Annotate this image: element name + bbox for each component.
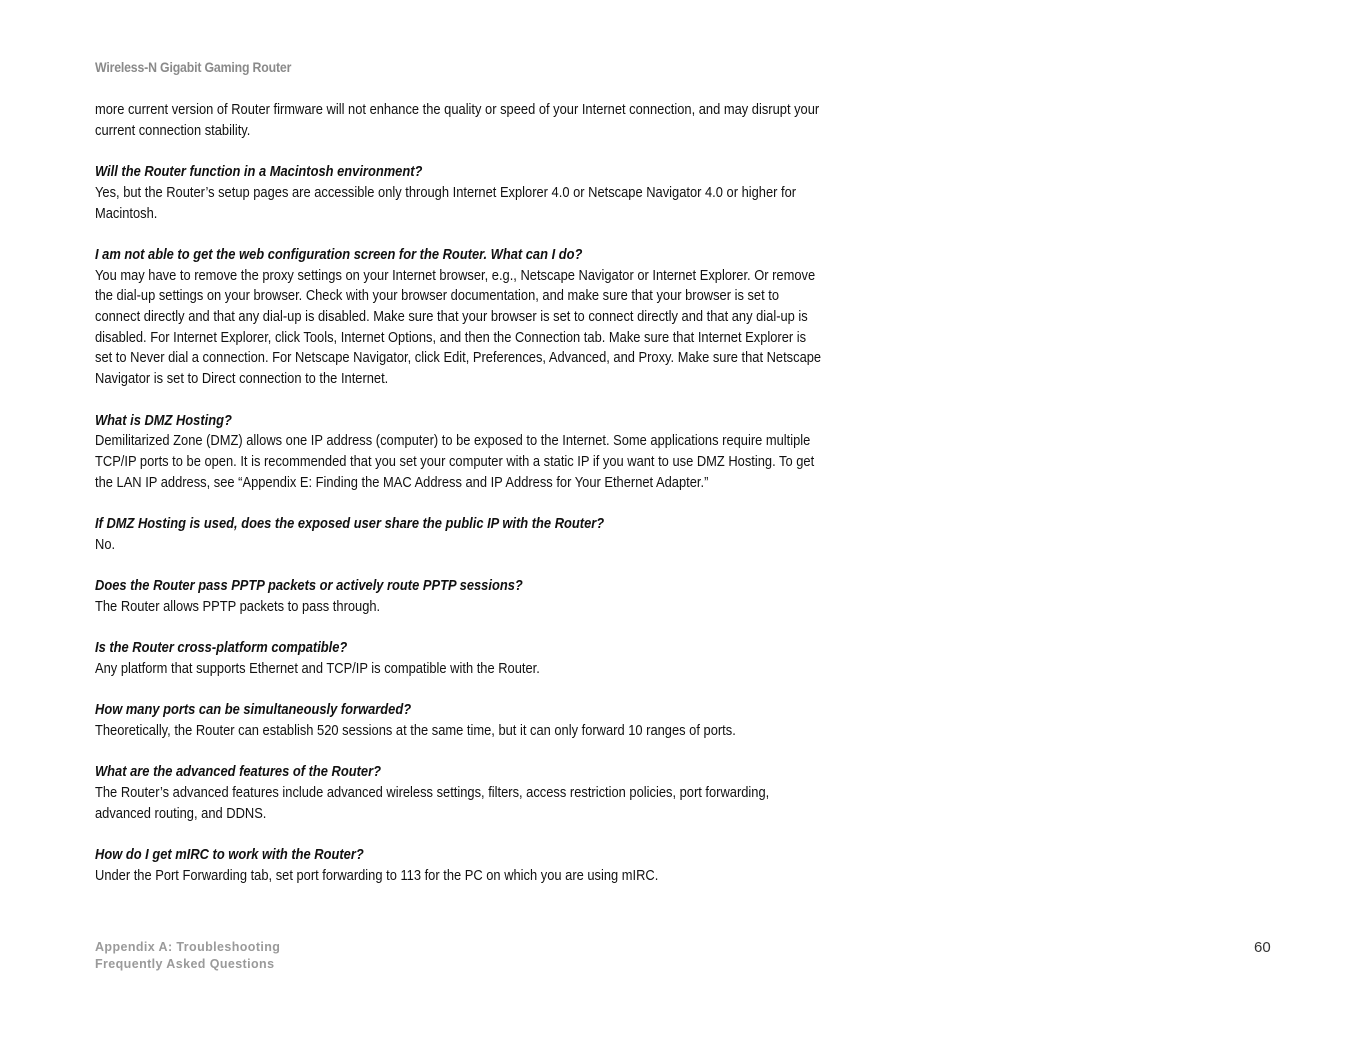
faq-question: Will the Router function in a Macintosh environment? [95, 163, 423, 181]
faq-answer: Demilitarized Zone (DMZ) allows one IP address (computer) to be exposed to the Internet. Some applications require multiple TCP/IP ports to be open. It is recommended that you set your computer with a static IP if you want to use DMZ Hosting. To get the LAN IP address, see “Appendix E: Finding the MAC Address and IP Address for Your Ethernet Adapter.” [95, 432, 815, 491]
faq-question: What are the advanced features of the Router? [95, 763, 382, 781]
faq-answer: Yes, but the Router’s setup pages are accessible only through Internet Explorer 4.0 or Netscape Navigator 4.0 or higher for Macintosh. [95, 183, 797, 222]
faq-item [95, 762, 826, 824]
running-header: Wireless-N Gigabit Gaming Router [95, 59, 292, 75]
faq-item [95, 576, 826, 617]
faq-question: How many ports can be simultaneously forwarded? [95, 701, 412, 719]
faq-item [95, 700, 826, 741]
faq-item [95, 845, 826, 886]
footer-section-info [95, 939, 280, 973]
faq-answer: You may have to remove the proxy settings on your Internet browser, e.g., Netscape Navigator or Internet Explorer. Or remove the dial-up settings on your browser. Check with your browser documentation, and make sure that your browser is set to connect directly and that any dial-up is disabled. Make sure that your browser is set to connect directly and that any dial-up is disabled. For Internet Explorer, click Tools, Internet Options, and then the Connection tab. Make sure that Internet Explorer is set to Never dial a connection. For Netscape Navigator, click Edit, Preferences, Advanced, and Proxy. Make sure that Netscape Navigator is set to Direct connection to the Internet. [95, 266, 822, 388]
faq-question: What is DMZ Hosting? [95, 411, 232, 429]
footer-section-title: Appendix A: Troubleshooting [95, 940, 281, 954]
faq-item [95, 638, 826, 679]
faq-answer: Theoretically, the Router can establish 520 sessions at the same time, but it can only forward 10 ranges of ports. [95, 721, 736, 739]
faq-answer: The Router’s advanced features include advanced wireless settings, filters, access restriction policies, port forwarding, advanced routing, and DDNS. [95, 784, 770, 822]
document-body [95, 100, 826, 907]
faq-answer: Under the Port Forwarding tab, set port forwarding to 113 for the PC on which you are using mIRC. [95, 866, 659, 884]
footer-subsection-title: Frequently Asked Questions [95, 957, 275, 971]
page-number: 60 [1254, 939, 1271, 956]
faq-item [95, 245, 826, 390]
faq-answer: The Router allows PPTP packets to pass through. [95, 597, 381, 615]
intro-paragraph: more current version of Router firmware will not enhance the quality or speed of your Internet connection, and may disrupt your current connection stability. [95, 101, 820, 139]
faq-answer: Any platform that supports Ethernet and TCP/IP is compatible with the Router. [95, 659, 540, 677]
faq-question: Does the Router pass PPTP packets or actively route PPTP sessions? [95, 577, 523, 595]
faq-question: Is the Router cross-platform compatible? [95, 639, 348, 657]
faq-question: I am not able to get the web configuration screen for the Router. What can I do? [95, 245, 583, 263]
faq-question: How do I get mIRC to work with the Router? [95, 846, 364, 864]
faq-item [95, 514, 826, 555]
faq-question: If DMZ Hosting is used, does the exposed user share the public IP with the Router? [95, 515, 605, 532]
faq-answer: No. [95, 535, 116, 553]
intro-block [95, 100, 826, 141]
faq-item [95, 411, 826, 494]
faq-item [95, 162, 826, 224]
